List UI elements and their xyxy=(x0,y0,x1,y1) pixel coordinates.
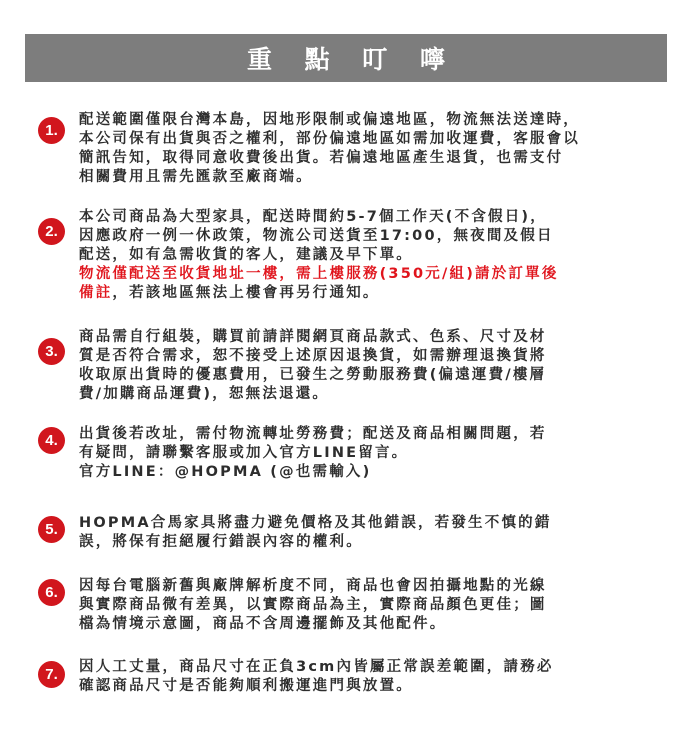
notice-text xyxy=(79,658,651,696)
number-badge: 1. xyxy=(38,117,65,144)
notice-line: 配送，如有急需收貨的客人，建議及早下單。 xyxy=(79,247,413,263)
number-badge: 2. xyxy=(38,218,65,245)
notice-text xyxy=(79,328,651,404)
notice-line: 費/加購商品運費)，恕無法退還。 xyxy=(79,386,330,402)
number-badge: 3. xyxy=(38,338,65,365)
notice-line: 質是否符合需求，恕不接受上述原因退換貨，如需辦理退換貨將 xyxy=(79,348,547,364)
notice-text xyxy=(79,111,651,187)
notice-line-mixed xyxy=(79,284,651,303)
notice-line: 收取原出貨時的優惠費用，已發生之勞動服務費(偏遠運費/樓層 xyxy=(79,367,547,383)
notice-line: 檔為情境示意圖，商品不含周邊擺飾及其他配件。 xyxy=(79,616,447,632)
notice-line: 商品需自行組裝，購買前請詳閱網頁商品款式、色系、尺寸及材 xyxy=(79,329,547,345)
notice-text xyxy=(79,425,651,482)
notice-line: 出貨後若改址，需付物流轉址勞務費；配送及商品相關問題，若 xyxy=(79,426,547,442)
notice-text xyxy=(79,514,651,552)
highlight-text: 備註 xyxy=(79,285,113,301)
notice-line: 因人工丈量，商品尺寸在正負3cm內皆屬正常誤差範圍，請務必 xyxy=(79,659,554,675)
highlight-text: 物流僅配送至收貨地址一樓，需上樓服務(350元/組)請於訂單後 xyxy=(79,266,559,282)
notice-line: 官方LINE：@HOPMA (@也需輸入) xyxy=(79,464,372,480)
notice-line: HOPMA合馬家具將盡力避免價格及其他錯誤，若發生不慎的錯 xyxy=(79,515,552,531)
notice-line: 本公司商品為大型家具，配送時間約5-7個工作天(不含假日)， xyxy=(79,209,547,225)
notice-line-highlight xyxy=(79,265,651,284)
notice-line: 有疑問，請聯繫客服或加入官方LINE留言。 xyxy=(79,445,409,461)
page-title: 重 點 叮 嚀 xyxy=(246,45,458,74)
notice-line: 本公司保有出貨與否之權利，部份偏遠地區如需加收運費，客服會以 xyxy=(79,131,580,147)
normal-text: ，若該地區無法上樓會再另行通知。 xyxy=(112,285,380,301)
number-badge: 6. xyxy=(38,579,65,606)
notice-line: 配送範圍僅限台灣本島，因地形限制或偏遠地區，物流無法送達時， xyxy=(79,112,580,128)
notice-line: 確認商品尺寸是否能夠順利搬運進門與放置。 xyxy=(79,678,413,694)
notice-text xyxy=(79,208,651,303)
notice-line: 相關費用且需先匯款至廠商端。 xyxy=(79,169,313,185)
notice-text xyxy=(79,577,651,634)
title-bar xyxy=(25,34,667,82)
notice-line: 與實際商品微有差異，以實際商品為主，實際商品顏色更佳；圖 xyxy=(79,597,547,613)
number-badge: 5. xyxy=(38,516,65,543)
notice-line: 簡訊告知，取得同意收費後出貨。若偏遠地區產生退貨，也需支付 xyxy=(79,150,564,166)
number-badge: 7. xyxy=(38,661,65,688)
number-badge: 4. xyxy=(38,427,65,454)
notice-line: 誤，將保有拒絕履行錯誤內容的權利。 xyxy=(79,534,363,550)
notice-line: 因應政府一例一休政策，物流公司送貨至17:00，無夜間及假日 xyxy=(79,228,554,244)
notice-line: 因每台電腦新舊與廠牌解析度不同，商品也會因拍攝地點的光線 xyxy=(79,578,547,594)
